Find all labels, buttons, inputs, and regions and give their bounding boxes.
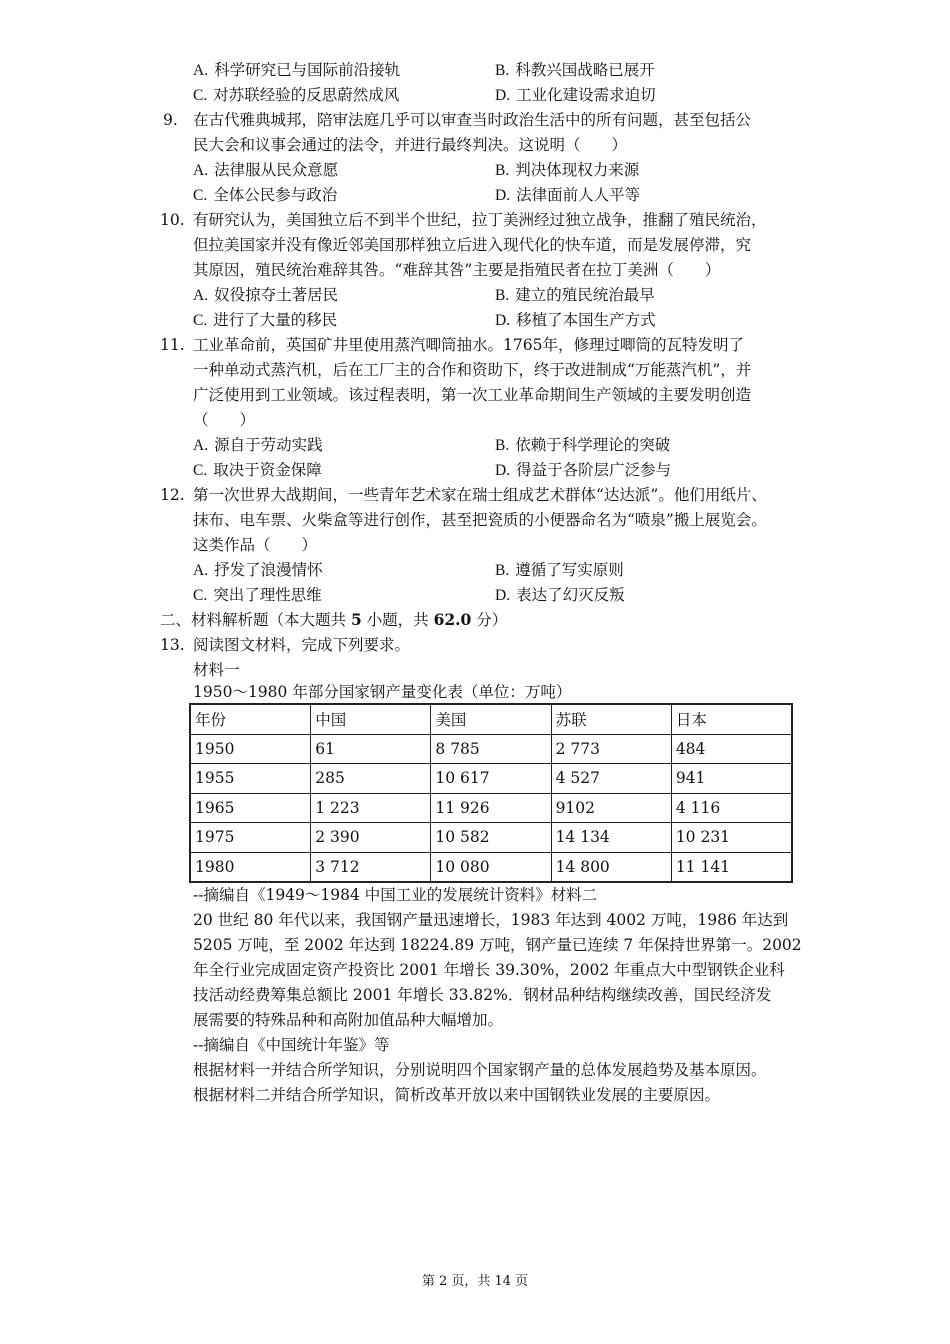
q11-line-1: 工业革命前，英国矿井里使用蒸汽唧筒抽水。1765年，修理过唧筒的瓦特发明了 bbox=[193, 336, 744, 354]
table-cell: 484 bbox=[671, 734, 792, 764]
q12-option-d[interactable]: D. 表达了幻灭反叛 bbox=[495, 586, 625, 604]
section-2-count: 5 bbox=[350, 610, 362, 629]
table-cell: 1975 bbox=[190, 823, 311, 853]
page-footer: 第 2 页，共 14 页 bbox=[421, 1274, 529, 1289]
q11-option-c[interactable]: C. 取决于资金保障 bbox=[193, 461, 322, 479]
q10-option-b[interactable]: B. 建立的殖民统治最早 bbox=[495, 286, 655, 304]
q11-option-b-text: 依赖于科学理论的突破 bbox=[515, 436, 671, 454]
material-1-source: --摘编自《1949～1984 中国工业的发展统计资料》材料二 bbox=[193, 886, 598, 904]
q10-line-1: 有研究认为，美国独立后不到半个世纪，拉丁美洲经过独立战争，推翻了殖民统治， bbox=[193, 211, 767, 229]
q9-option-a[interactable]: A. 法律服从民众意愿 bbox=[193, 161, 339, 179]
q8-option-a-text: 科学研究已与国际前沿接轨 bbox=[214, 61, 401, 79]
section-2-suffix: 分） bbox=[471, 611, 508, 629]
requirement-1: 根据材料一并结合所学知识，分别说明四个国家钢产量的总体发展趋势及基本原因。 bbox=[193, 1061, 767, 1079]
q11-option-a-text: 源自于劳动实践 bbox=[214, 436, 323, 454]
q10-number: 10. bbox=[160, 211, 185, 229]
section-2-mid: 小题，共 bbox=[361, 611, 434, 629]
table-cell: 10 080 bbox=[431, 852, 551, 882]
q10-option-d-text: 移植了本国生产方式 bbox=[516, 311, 656, 329]
table-cell: 1980 bbox=[190, 852, 311, 882]
q10-option-c[interactable]: C. 进行了大量的移民 bbox=[193, 311, 338, 329]
q11-line-4: （ ） bbox=[193, 411, 256, 429]
q9-option-c-text: 全体公民参与政治 bbox=[213, 186, 338, 204]
q9-line-2: 民大会和议事会通过的法令，并进行最终判决。这说明（ ） bbox=[193, 136, 628, 154]
section-2-prefix: 二、材料解析题（本大题共 bbox=[160, 611, 351, 629]
table-cell: 11 141 bbox=[671, 852, 792, 882]
q12-line-3: 这类作品（ ） bbox=[193, 536, 318, 554]
steel-production-table bbox=[189, 703, 793, 883]
table-cell: 1955 bbox=[190, 764, 311, 794]
q9-option-d-text: 法律面前人人平等 bbox=[516, 186, 641, 204]
table-cell: 4 527 bbox=[551, 764, 671, 794]
q12-option-b[interactable]: B. 遵循了写实原则 bbox=[495, 561, 624, 579]
q8-option-c-text: 对苏联经验的反思蔚然成风 bbox=[213, 86, 400, 104]
q11-option-b[interactable]: B. 依赖于科学理论的突破 bbox=[495, 436, 671, 454]
material-2-line-4: 技活动经费筹集总额比 2001 年增长 33.82%．钢材品种结构继续改善，国民经济发 bbox=[193, 986, 772, 1004]
q12-option-d-text: 表达了幻灭反叛 bbox=[516, 586, 625, 604]
table-cell: 10 231 bbox=[671, 823, 792, 853]
table-row bbox=[190, 734, 792, 764]
material-2-line-3: 年全行业完成固定资产投资比 2001 年增长 39.30%，2002 年重点大中型钢铁企业科 bbox=[193, 961, 785, 979]
q11-option-d-text: 得益于各阶层广泛参与 bbox=[516, 461, 672, 479]
q9-number: 9. bbox=[163, 111, 178, 129]
table-cell: 941 bbox=[671, 764, 792, 794]
q8-option-b-text: 科教兴国战略已展开 bbox=[515, 61, 655, 79]
material-2-source: --摘编自《中国统计年鉴》等 bbox=[193, 1036, 390, 1054]
q9-option-c[interactable]: C. 全体公民参与政治 bbox=[193, 186, 338, 204]
q8-option-d[interactable]: D. 工业化建设需求迫切 bbox=[495, 86, 656, 104]
q9-option-a-text: 法律服从民众意愿 bbox=[214, 161, 339, 179]
section-2-heading bbox=[160, 609, 507, 631]
table-cell: 3 712 bbox=[311, 852, 431, 882]
table-title: 1950～1980 年部分国家钢产量变化表（单位：万吨） bbox=[193, 683, 572, 701]
material-2-line-5: 展需要的特殊品种和高附加值品种大幅增加。 bbox=[193, 1011, 504, 1029]
q10-option-a-text: 奴役掠夺土著居民 bbox=[214, 286, 339, 304]
table-cell: 10 582 bbox=[431, 823, 551, 853]
material-1-label: 材料一 bbox=[193, 661, 240, 679]
q12-line-2: 抹布、电车票、火柴盒等进行创作，甚至把瓷质的小便器命名为“喷泉”搬上展览会。 bbox=[193, 511, 767, 529]
table-cell: 10 617 bbox=[431, 764, 551, 794]
material-2-line-2: 5205 万吨，至 2002 年达到 18224.89 万吨，钢产量已连续 7 年保持世界第一。2002 bbox=[193, 936, 802, 954]
q8-option-b[interactable]: B. 科教兴国战略已展开 bbox=[495, 61, 655, 79]
q11-option-d[interactable]: D. 得益于各阶层广泛参与 bbox=[495, 461, 672, 479]
table-cell: 61 bbox=[311, 734, 431, 764]
table-cell: 2 390 bbox=[311, 823, 431, 853]
q11-option-a[interactable]: A. 源自于劳动实践 bbox=[193, 436, 323, 454]
table-cell: 11 926 bbox=[431, 793, 551, 823]
table-cell: 1 223 bbox=[311, 793, 431, 823]
q9-option-b[interactable]: B. 判决体现权力来源 bbox=[495, 161, 640, 179]
table-header-cell: 苏联 bbox=[551, 704, 671, 734]
q8-option-d-text: 工业化建设需求迫切 bbox=[516, 86, 656, 104]
q13-intro: 阅读图文材料，完成下列要求。 bbox=[193, 636, 411, 654]
q10-option-a[interactable]: A. 奴役掠夺土著居民 bbox=[193, 286, 339, 304]
q11-line-3: 广泛使用到工业领域。该过程表明，第一次工业革命期间生产领域的主要发明创造 bbox=[193, 386, 752, 404]
table-header-cell: 日本 bbox=[671, 704, 792, 734]
q12-option-c-text: 突出了理性思维 bbox=[213, 586, 322, 604]
table-cell: 4 116 bbox=[671, 793, 792, 823]
q12-option-a-text: 抒发了浪漫情怀 bbox=[214, 561, 323, 579]
table-cell: 8 785 bbox=[431, 734, 551, 764]
table-cell: 2 773 bbox=[551, 734, 671, 764]
q12-option-b-text: 遵循了写实原则 bbox=[515, 561, 624, 579]
q12-number: 12. bbox=[160, 486, 185, 504]
q11-number: 11. bbox=[160, 336, 185, 354]
table-cell: 1965 bbox=[190, 793, 311, 823]
q10-line-2: 但拉美国家并没有像近邻美国那样独立后进入现代化的快车道，而是发展停滞，究 bbox=[193, 236, 752, 254]
q10-line-3: 其原因，殖民统治难辞其咎。“难辞其咎”主要是指殖民者在拉丁美洲（ ） bbox=[193, 261, 721, 279]
q9-option-b-text: 判决体现权力来源 bbox=[515, 161, 640, 179]
table-header-cell: 美国 bbox=[431, 704, 551, 734]
table-header-cell: 年份 bbox=[190, 704, 311, 734]
q10-option-d[interactable]: D. 移植了本国生产方式 bbox=[495, 311, 656, 329]
table-cell: 14 134 bbox=[551, 823, 671, 853]
q9-line-1: 在古代雅典城邦，陪审法庭几乎可以审查当时政治生活中的所有问题，甚至包括公 bbox=[193, 111, 752, 129]
q9-option-d[interactable]: D. 法律面前人人平等 bbox=[495, 186, 641, 204]
table-cell: 285 bbox=[311, 764, 431, 794]
table-header-row bbox=[190, 704, 792, 734]
q11-line-2: 一种单动式蒸汽机，后在工厂主的合作和资助下，终于改进制成“万能蒸汽机”，并 bbox=[193, 361, 752, 379]
table-row bbox=[190, 793, 792, 823]
table-row bbox=[190, 764, 792, 794]
table-cell: 1950 bbox=[190, 734, 311, 764]
section-2-score: 62.0 bbox=[433, 610, 472, 629]
q12-line-1: 第一次世界大战期间，一些青年艺术家在瑞士组成艺术群体“达达派”。他们用纸片、 bbox=[193, 486, 767, 504]
requirement-2: 根据材料二并结合所学知识，简析改革开放以来中国钢铁业发展的主要原因。 bbox=[193, 1086, 721, 1104]
q13-number: 13. bbox=[160, 636, 185, 654]
q10-option-c-text: 进行了大量的移民 bbox=[213, 311, 338, 329]
q8-option-c[interactable]: C. 对苏联经验的反思蔚然成风 bbox=[193, 86, 400, 104]
q11-option-c-text: 取决于资金保障 bbox=[213, 461, 322, 479]
table-header-cell: 中国 bbox=[311, 704, 431, 734]
material-2-line-1: 20 世纪 80 年代以来，我国钢产量迅速增长，1983 年达到 4002 万吨，1986 年达到 bbox=[193, 911, 789, 929]
q12-option-a[interactable]: A. 抒发了浪漫情怀 bbox=[193, 561, 323, 579]
q8-option-a[interactable]: A. 科学研究已与国际前沿接轨 bbox=[193, 61, 401, 79]
table-cell: 14 800 bbox=[551, 852, 671, 882]
q12-option-c[interactable]: C. 突出了理性思维 bbox=[193, 586, 322, 604]
table-row bbox=[190, 823, 792, 853]
table-cell: 9102 bbox=[551, 793, 671, 823]
table-row bbox=[190, 852, 792, 882]
q10-option-b-text: 建立的殖民统治最早 bbox=[515, 286, 655, 304]
